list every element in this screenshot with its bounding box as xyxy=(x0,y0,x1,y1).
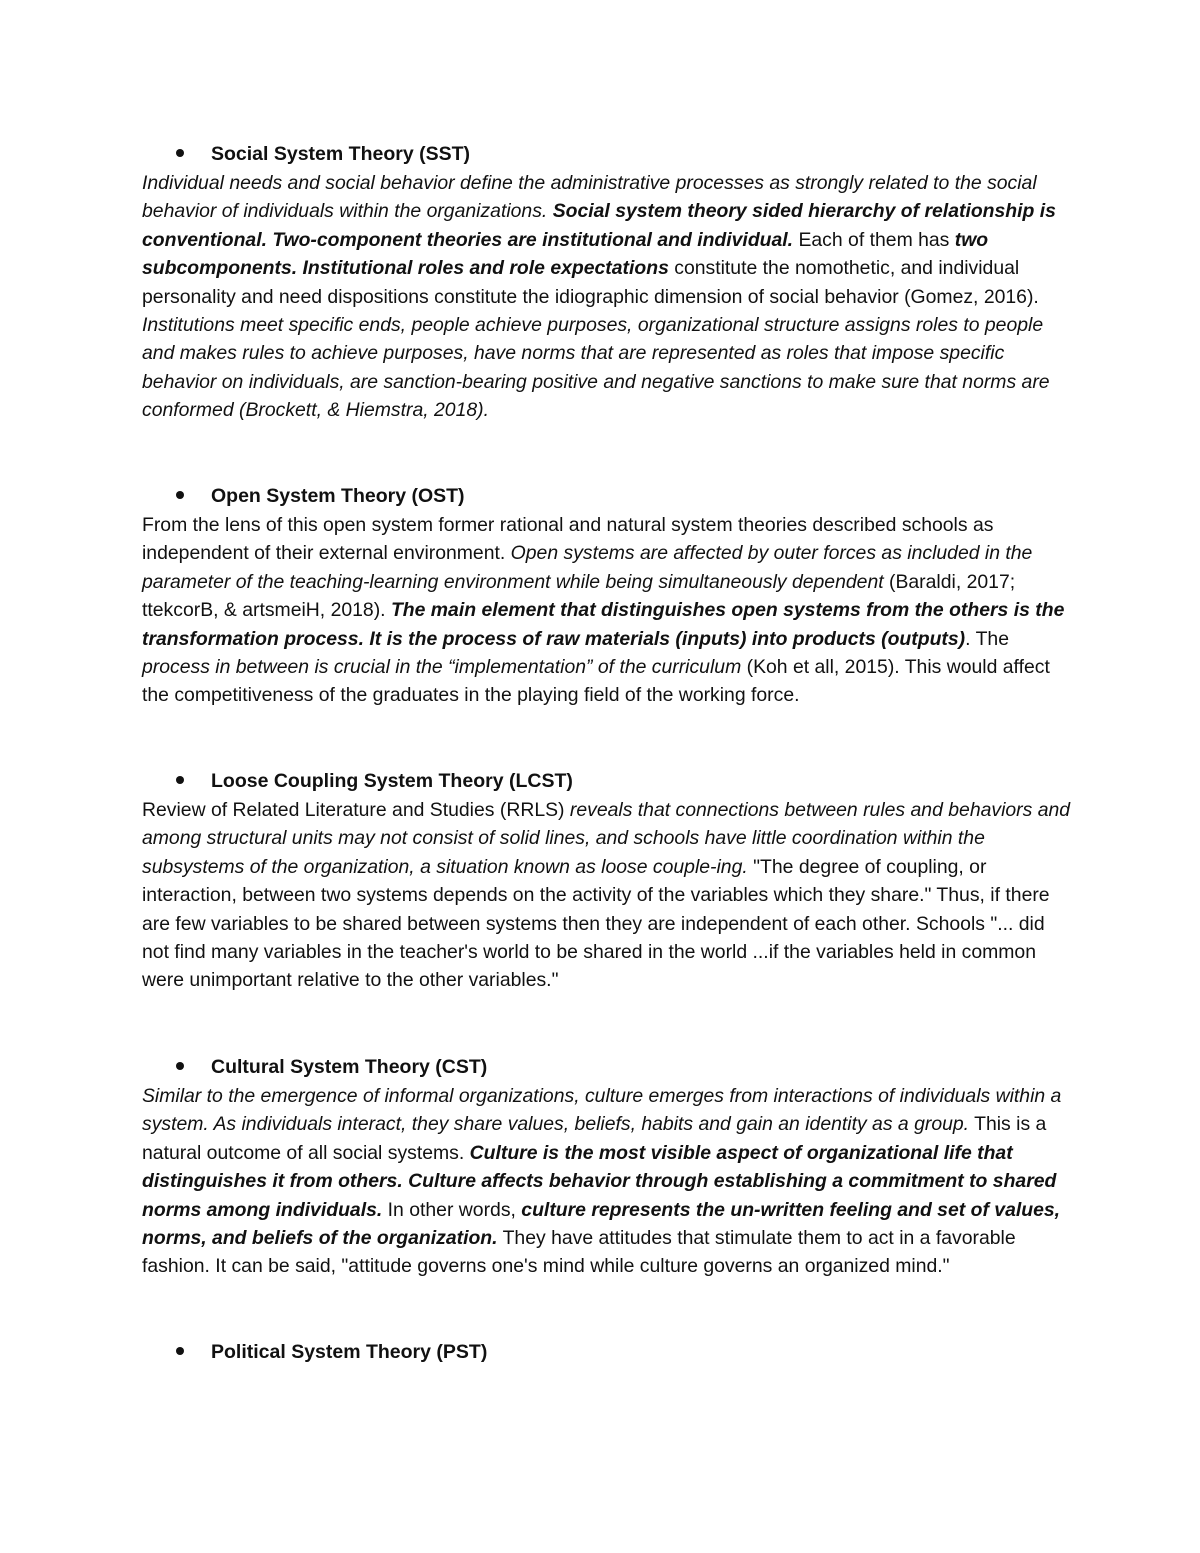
text-run: From the lens of this open system former rational and natural system theories described schools as independent of their external environment. xyxy=(142,514,994,565)
paragraph-social-system-theory xyxy=(142,169,1072,425)
text-run: (Koh et all, 2015). This would affect the competitiveness of the graduates in the playing field of the working force. xyxy=(142,656,1050,707)
text-run: This is a natural outcome of all social systems. xyxy=(142,1113,1047,1164)
heading-open-system-theory: Open System Theory (OST) xyxy=(176,482,465,510)
text-run: Individual needs and social behavior define the administrative processes as strongly related to the social behavior of individuals within the organizations. xyxy=(142,172,1037,223)
text-run: Each of them has xyxy=(793,228,955,251)
text-run: Review of Related Literature and Studies (RRLS) xyxy=(142,799,570,821)
text-run: "The degree of coupling, or interaction, between two systems depends on the activity of the variables which they share." Thus, if there are few variables to be shared between systems then they are independent of each other. Schools "... did not find many variables in the teacher's world to be shared in the world ...if the variables held in common were unimportant relative to the other variables." xyxy=(142,855,1050,992)
heading-cultural-system-theory: Cultural System Theory (CST) xyxy=(176,1053,487,1081)
paragraph-open-system-theory xyxy=(142,511,1072,710)
text-run: (Baraldi, 2017; ttekcorB, & artsmeiH, 2018). xyxy=(142,570,1016,622)
bullet-icon xyxy=(176,1062,184,1070)
text-run: Institutions meet specific ends, people achieve purposes, organizational structure assigns roles to people and makes rules to achieve purposes, have norms that are represented as roles that impose specific behavior on individuals, are sanction-bearing positive and negative sanctions to make sure that norms are conformed (Brockett, & Hiemstra, 2018). xyxy=(142,314,1050,422)
text-run: Culture is the most visible aspect of organizational life that distinguishes it from others. Culture affects behavior through establishing a commitment to shared norms among individuals. xyxy=(142,1141,1057,1221)
text-run: process in between is crucial in the “implementation” of the curriculum xyxy=(142,656,742,679)
text-run: Similar to the emergence of informal organizations, culture emerges from interactions of individuals within a system. As individuals interact, they share values, beliefs, habits and gain an identity as a group. xyxy=(142,1085,1062,1136)
text-run: two subcomponents. Institutional roles and role expectations xyxy=(142,228,989,280)
text-run: Social system theory sided hierarchy of relationship is conventional. Two-component theories are institutional and individual. xyxy=(142,200,1056,251)
paragraph-cultural-system-theory xyxy=(142,1082,1072,1281)
text-run: reveals that connections between rules and behaviors and among structural units may not consist of solid lines, and schools have little coordination within the subsystems of the organization, a situation known as loose couple-ing. xyxy=(142,799,1071,878)
bullet-icon xyxy=(176,1347,184,1355)
heading-loose-coupling-system-theory: Loose Coupling System Theory (LCST) xyxy=(176,767,573,795)
paragraph-loose-coupling-system-theory xyxy=(142,796,1072,995)
text-run: constitute the nomothetic, and individual personality and need dispositions constitute the idiographic dimension of social behavior (Gomez, 2016). xyxy=(142,257,1039,308)
heading-political-system-theory: Political System Theory (PST) xyxy=(176,1338,487,1366)
text-run: Open systems are affected by outer forces as included in the parameter of the teaching-learning environment while being simultaneously dependent xyxy=(142,542,1033,593)
heading-social-system-theory: Social System Theory (SST) xyxy=(176,140,470,168)
bullet-icon xyxy=(176,491,184,499)
bullet-icon xyxy=(176,149,184,157)
text-run: In other words, xyxy=(382,1198,522,1221)
text-run: They have attitudes that stimulate them to act in a favorable fashion. It can be said, "attitude governs one's mind while culture governs an organized mind." xyxy=(142,1227,1016,1278)
bullet-icon xyxy=(176,776,184,784)
text-run: culture represents the un-written feeling and set of values, norms, and beliefs of the organization. xyxy=(142,1198,1061,1250)
text-run: The main element that distinguishes open systems from the others is the transformation process. It is the process of raw materials (inputs) into products (outputs) xyxy=(142,599,1065,650)
text-run: . The xyxy=(965,627,1009,650)
